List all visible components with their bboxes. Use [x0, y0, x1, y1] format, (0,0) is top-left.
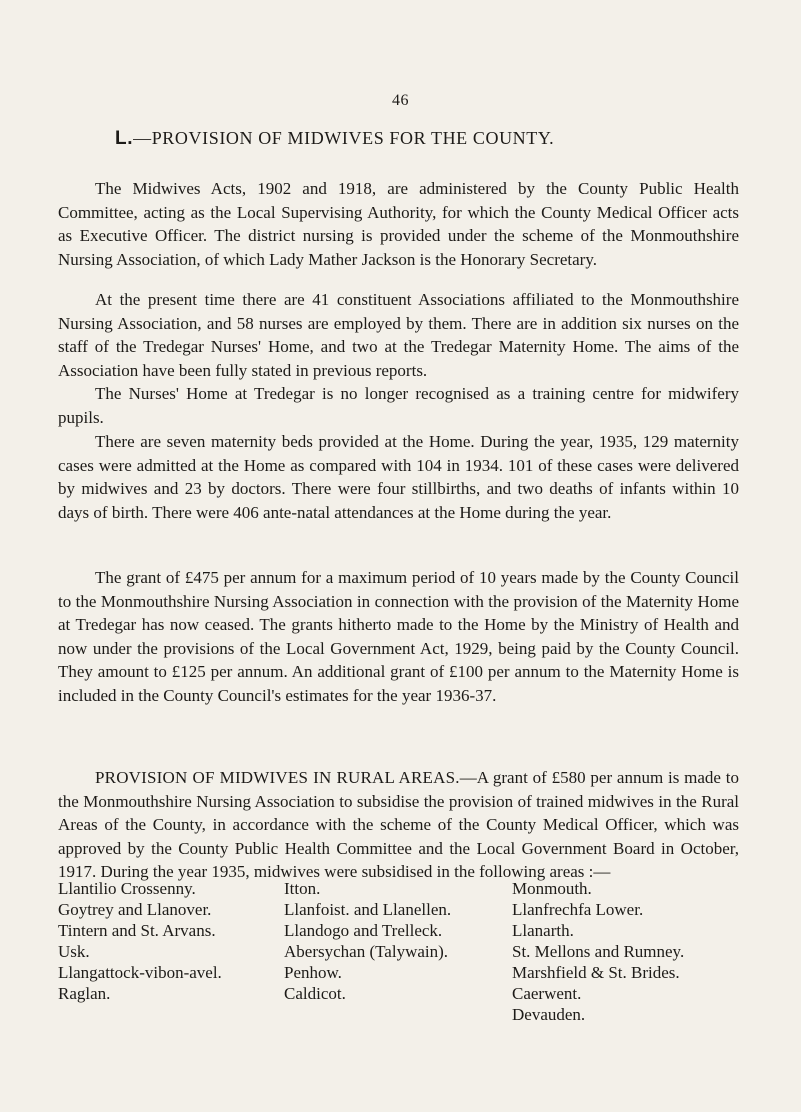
- rural-areas-heading: PROVISION OF MIDWIVES IN RURAL AREAS.: [95, 768, 460, 787]
- area-item: Marshfield & St. Brides.: [512, 963, 680, 982]
- area-item: Tintern and St. Arvans.: [58, 921, 216, 940]
- area-item: St. Mellons and Rumney.: [512, 942, 685, 961]
- area-item: Abersychan (Talywain).: [284, 942, 449, 961]
- area-item: Llanarth.: [512, 921, 574, 940]
- section-letter: L.: [115, 128, 134, 149]
- area-item: Llandogo and Trelleck.: [284, 921, 443, 940]
- area-item: Monmouth.: [512, 879, 592, 898]
- paragraph-constituent-associations: At the present time there are 41 constituent Associations affiliated to the Monmouthshire Nursing Association, and 58 nurses are employed by them. There are in addition six nurses on the staff of the Tredegar Nurses' Home, and two at the Tredegar Maternity Home. The aims of the Association have been fully stated in previous reports.: [58, 290, 739, 380]
- area-item: Caerwent.: [512, 984, 582, 1003]
- rural-areas-text: —A grant of £580 per annum is made to the Monmouthshire Nursing Association to subsidise the provision of trained midwives in the Rural Areas of the County, in accordance with the scheme of the County Medical Officer, which was approved by the County Public Health Committee and the Local Government Board in October, 1917. During the year 1935, midwives were subsidised in the following areas :—: [58, 768, 739, 881]
- subsidised-areas-list: [58, 878, 748, 1025]
- area-item: Llangattock-vibon-avel.: [58, 963, 222, 982]
- areas-column-1: [58, 878, 284, 1025]
- area-item: Goytrey and Llanover.: [58, 900, 212, 919]
- area-item: Llantilio Crossenny.: [58, 879, 196, 898]
- area-item: Raglan.: [58, 984, 111, 1003]
- areas-column-2: [284, 878, 512, 1025]
- section-title: —PROVISION OF MIDWIVES FOR THE COUNTY.: [133, 128, 555, 148]
- paragraph-maternity-beds: There are seven maternity beds provided at the Home. During the year, 1935, 129 maternity cases were admitted at the Home as compared with 104 in 1934. 101 of these cases were delivered by midwives and 23 by doctors. There were four stillbirths, and two deaths of infants within 10 days of birth. There were 406 ante-natal attendances at the Home during the year.: [58, 432, 739, 522]
- area-item: Llanfrechfa Lower.: [512, 900, 644, 919]
- section-heading: [115, 128, 715, 150]
- area-item: Devauden.: [512, 1005, 586, 1024]
- area-item: Llanfoist. and Llanellen.: [284, 900, 452, 919]
- area-item: Usk.: [58, 942, 90, 961]
- paragraph-rural-areas: [58, 766, 739, 884]
- paragraph-midwives-acts: The Midwives Acts, 1902 and 1918, are administered by the County Public Health Committee, acting as the Local Supervising Authority, for which the County Medical Officer acts as Executive Officer. The district nursing is provided under the scheme of the Monmouthshire Nursing Association, of which Lady Mather Jackson is the Honorary Secretary.: [58, 179, 739, 269]
- area-item: Itton.: [284, 879, 321, 898]
- areas-column-3: [512, 878, 748, 1025]
- paragraph-grants: The grant of £475 per annum for a maximum period of 10 years made by the County Council to the Monmouthshire Nursing Association in connection with the provision of the Maternity Home at Tredegar has now ceased. The grants hitherto made to the Home by the Ministry of Health and now under the provisions of the Local Government Act, 1929, being paid by the County Council. They amount to £125 per annum. An additional grant of £100 per annum to the Maternity Home is included in the County Council's estimates for the year 1936-37.: [58, 568, 739, 705]
- area-item: Penhow.: [284, 963, 342, 982]
- page-number: 46: [392, 92, 409, 109]
- paragraph-training-centre: The Nurses' Home at Tredegar is no longer recognised as a training centre for midwifery pupils.: [58, 384, 739, 427]
- area-item: Caldicot.: [284, 984, 346, 1003]
